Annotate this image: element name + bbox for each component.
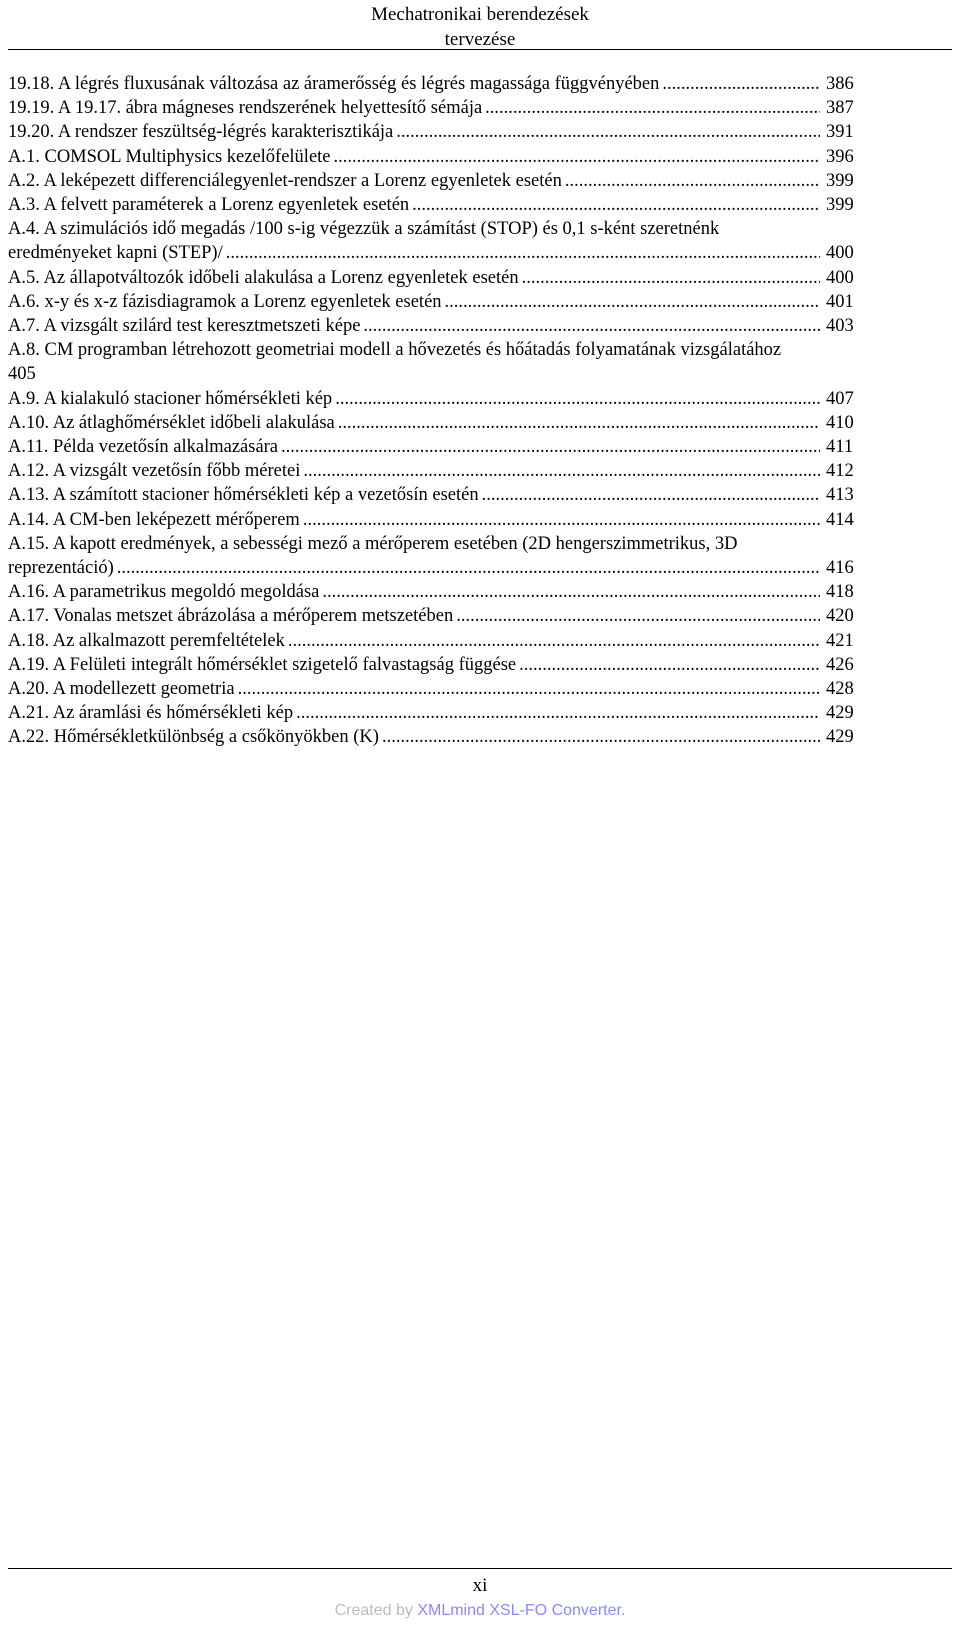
toc-entry-page-number: 401 (826, 291, 854, 312)
toc-entry[interactable] (8, 604, 866, 628)
toc-entry-title: A.5. Az állapotváltozók időbeli alakulása a Lorenz egyenletek esetén (8, 267, 519, 288)
toc-entry-title: A.14. A CM-ben leképezett mérőperem (8, 509, 300, 530)
toc-entry[interactable] (8, 580, 866, 604)
toc-entry[interactable] (8, 120, 866, 144)
list-of-figures (8, 72, 866, 750)
toc-entry[interactable] (8, 266, 866, 290)
toc-entry-page-number: 387 (826, 98, 854, 119)
toc-entry-title: A.10. Az átlaghőmérséklet időbeli alakulása (8, 412, 335, 433)
toc-dot-leader (117, 556, 820, 580)
toc-entry-page-number: 410 (826, 412, 854, 433)
toc-entry-title: A.12. A vizsgált vezetősín főbb méretei (8, 461, 301, 482)
toc-entry[interactable] (8, 411, 866, 435)
toc-entry-title-first-line: A.4. A szimulációs idő megadás /100 s-ig végezzük a számítást (STOP) és 0,1 s-ként szeretnénk (8, 219, 720, 240)
toc-entry-title: 19.18. A légrés fluxusának változása az áramerősség és légrés magassága függvényében (8, 74, 660, 94)
toc-entry-title-first-line: A.15. A kapott eredmények, a sebességi mező a mérőperem esetében (2D hengerszimmetrikus, 3D (8, 533, 738, 554)
generator-credit (0, 1600, 960, 1622)
toc-dot-leader (338, 411, 820, 435)
toc-entry[interactable] (8, 629, 866, 653)
toc-dot-leader (288, 629, 820, 653)
toc-entry-title: A.18. Az alkalmazott peremfeltételek (8, 630, 285, 651)
header-divider (8, 49, 952, 50)
running-header (0, 2, 960, 52)
toc-entry-title: A.17. Vonalas metszet ábrázolása a mérőperem metszetében (8, 606, 454, 627)
toc-entry[interactable] (8, 725, 866, 749)
toc-entry-title: A.6. x-y és x-z fázisdiagramok a Lorenz egyenletek esetén (8, 291, 442, 312)
toc-entry-title: A.20. A modellezett geometria (8, 679, 235, 700)
toc-entry-page-number: 426 (826, 654, 854, 675)
toc-entry[interactable] (8, 459, 866, 483)
toc-entry-title: eredményeket kapni (STEP)/ (8, 243, 223, 264)
toc-entry[interactable] (8, 701, 866, 725)
toc-dot-leader (412, 193, 820, 217)
toc-dot-leader (485, 96, 820, 120)
toc-entry-page-number: 411 (826, 437, 854, 458)
toc-dot-leader (519, 653, 820, 677)
toc-entry[interactable] (8, 72, 866, 96)
toc-entry-page-number: 399 (826, 170, 854, 191)
toc-entry-page-number: 391 (826, 122, 854, 143)
toc-entry-title: 19.19. A 19.17. ábra mágneses rendszerének helyettesítő sémája (8, 98, 483, 119)
toc-entry-page-number: 420 (826, 606, 854, 627)
toc-dot-leader (303, 459, 820, 483)
toc-dot-leader (565, 169, 820, 193)
toc-entry-page-number: 414 (826, 509, 854, 530)
toc-entry-page-number: 429 (826, 703, 854, 724)
toc-entry[interactable] (8, 338, 866, 386)
toc-entry[interactable] (8, 193, 866, 217)
toc-dot-leader (226, 241, 820, 265)
toc-entry-page-number: 386 (826, 74, 854, 94)
toc-dot-leader (456, 604, 820, 628)
toc-entry[interactable] (8, 169, 866, 193)
toc-entry-page-number: 407 (826, 388, 854, 409)
toc-dot-leader (296, 701, 820, 725)
toc-dot-leader (445, 290, 820, 314)
toc-entry-title: A.9. A kialakuló stacioner hőmérsékleti kép (8, 388, 333, 409)
toc-entry-title: A.7. A vizsgált szilárd test keresztmetszeti képe (8, 316, 361, 337)
toc-dot-leader (238, 677, 820, 701)
toc-entry-title: 19.20. A rendszer feszültség-légrés karakterisztikája (8, 122, 394, 143)
toc-entry-page-number: 412 (826, 461, 854, 482)
toc-dot-leader (281, 435, 820, 459)
toc-entry-page-number: 428 (826, 679, 854, 700)
header-title-line-1: Mechatronikai berendezések (371, 4, 589, 25)
toc-entry-page-number: 403 (826, 316, 854, 337)
toc-entry-title: A.19. A Felületi integrált hőmérséklet szigetelő falvastagság függése (8, 654, 517, 675)
toc-entry-title: A.2. A leképezett differenciálegyenlet-rendszer a Lorenz egyenletek esetén (8, 170, 562, 191)
toc-dot-leader (322, 580, 820, 604)
toc-dot-leader (334, 145, 820, 169)
footer-divider (8, 1568, 952, 1569)
toc-dot-leader (363, 314, 820, 338)
toc-entry[interactable] (8, 217, 866, 265)
toc-entry-page-number: 399 (826, 195, 854, 216)
toc-entry[interactable] (8, 435, 866, 459)
toc-entry-title: A.22. Hőmérsékletkülönbség a csőkönyökben (K) (8, 727, 379, 748)
page-number: xi (472, 1575, 488, 1596)
toc-entry-title: A.1. COMSOL Multiphysics kezelőfelülete (8, 146, 331, 167)
toc-entry[interactable] (8, 653, 866, 677)
toc-entry[interactable] (8, 290, 866, 314)
toc-entry-title: A.21. Az áramlási és hőmérsékleti kép (8, 703, 294, 724)
toc-entry[interactable] (8, 96, 866, 120)
toc-entry-page-number: 421 (826, 630, 854, 651)
toc-entry[interactable] (8, 483, 866, 507)
toc-dot-leader (335, 387, 820, 411)
toc-entry-title-first-line: A.8. CM programban létrehozott geometriai modell a hővezetés és hőátadás folyamatának vizsgálatához (8, 340, 782, 361)
credit-suffix: . (620, 1602, 626, 1619)
toc-entry[interactable] (8, 387, 866, 411)
toc-entry-title: A.3. A felvett paraméterek a Lorenz egyenletek esetén (8, 195, 410, 216)
toc-entry[interactable] (8, 508, 866, 532)
toc-dot-leader (396, 120, 820, 144)
toc-entry-title: A.11. Példa vezetősín alkalmazására (8, 437, 279, 458)
toc-dot-leader (522, 266, 820, 290)
toc-dot-leader (662, 72, 820, 96)
toc-entry-page-number: 400 (826, 243, 854, 264)
toc-entry[interactable] (8, 677, 866, 701)
toc-entry-page-number: 405 (8, 364, 36, 385)
toc-entry-page-number: 400 (826, 267, 854, 288)
toc-dot-leader (482, 483, 820, 507)
toc-entry-page-number: 416 (826, 558, 854, 579)
toc-dot-leader (303, 508, 820, 532)
toc-entry-page-number: 429 (826, 727, 854, 748)
toc-entry-title: A.13. A számított stacioner hőmérsékleti kép a vezetősín esetén (8, 485, 479, 506)
toc-entry-page-number: 418 (826, 582, 854, 603)
toc-entry-title: A.16. A parametrikus megoldó megoldása (8, 582, 320, 603)
toc-entry-page-number: 413 (826, 485, 854, 506)
toc-entry-title: reprezentáció) (8, 558, 114, 579)
credit-link[interactable]: XMLmind XSL-FO Converter (417, 1602, 621, 1619)
toc-entry[interactable] (8, 145, 866, 169)
toc-entry[interactable] (8, 314, 866, 338)
toc-entry-page-number: 396 (826, 146, 854, 167)
header-title-line-2: tervezése (444, 29, 516, 50)
toc-entry[interactable] (8, 532, 866, 580)
credit-prefix: Created by (334, 1602, 418, 1619)
toc-dot-leader (382, 725, 820, 749)
